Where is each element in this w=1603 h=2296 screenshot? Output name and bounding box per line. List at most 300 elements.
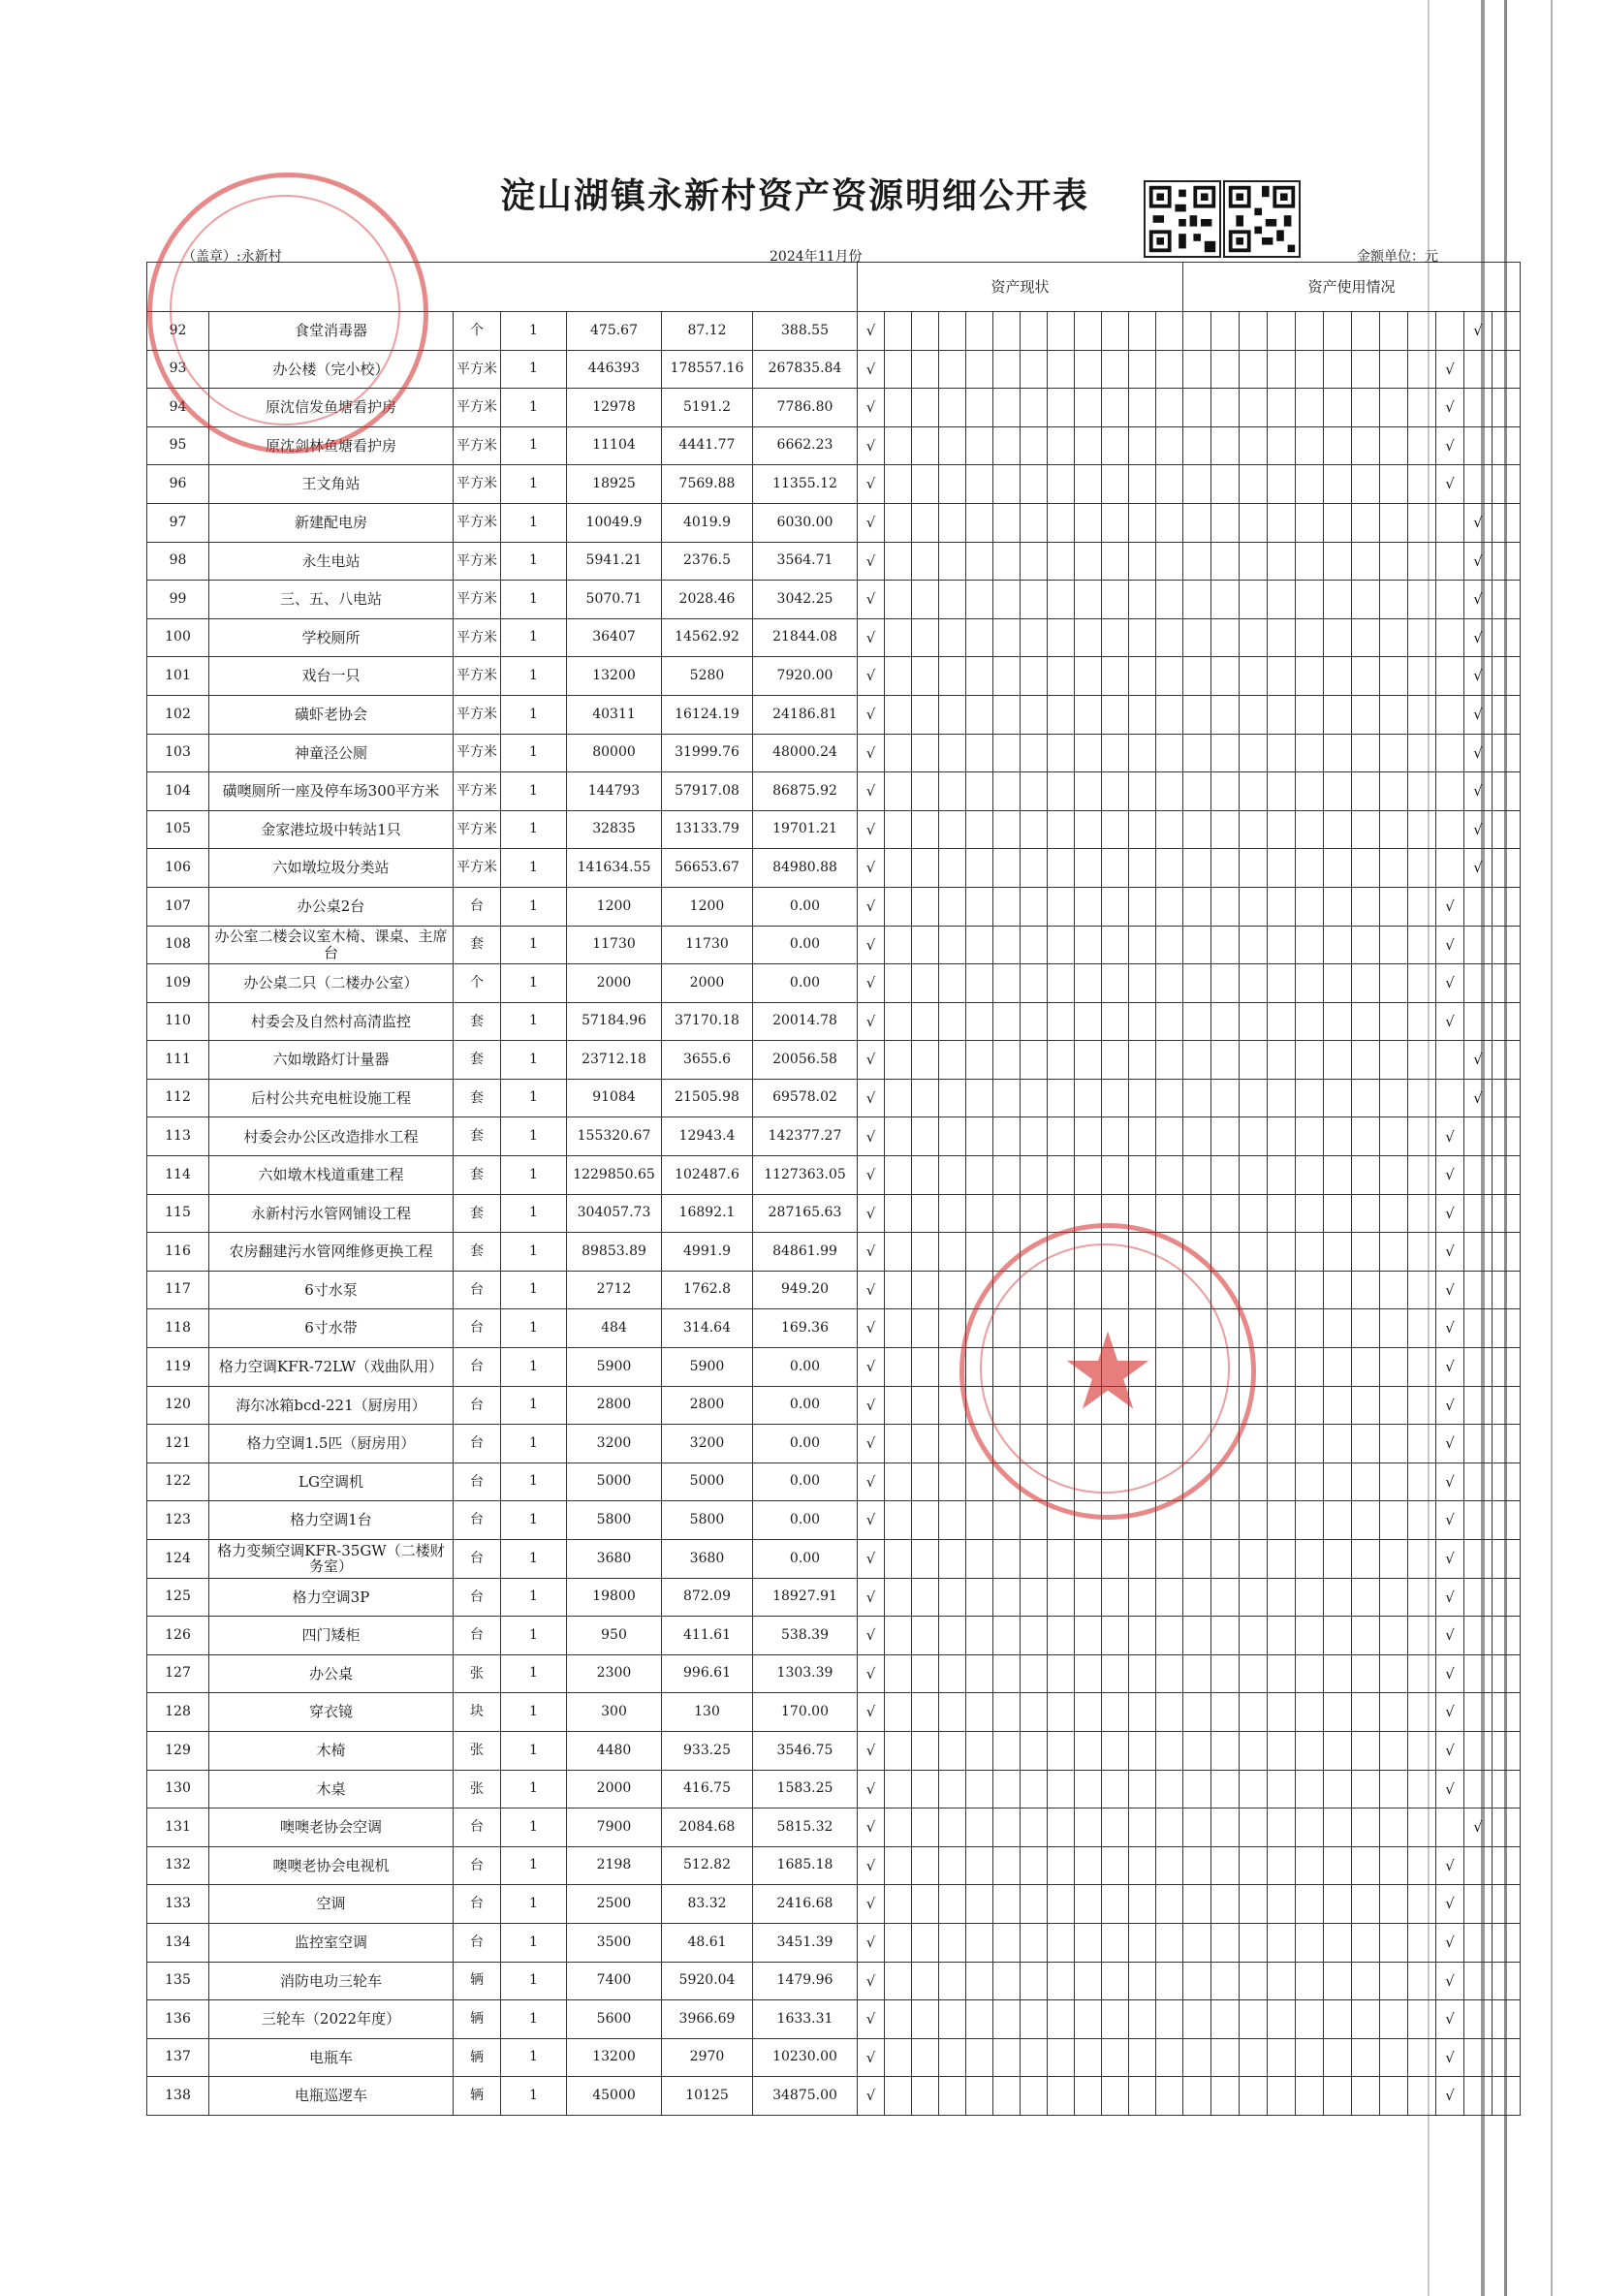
empty-cell	[1183, 1463, 1211, 1501]
empty-cell	[1102, 1731, 1129, 1770]
empty-cell	[939, 1808, 966, 1847]
empty-cell	[1268, 657, 1296, 696]
row-number-cell: 132	[147, 1846, 209, 1885]
empty-cell	[1324, 1885, 1352, 1924]
empty-cell	[993, 1731, 1021, 1770]
usage-check-cell: √	[1436, 1693, 1464, 1732]
empty-cell	[1296, 2000, 1324, 2039]
unit-cell: 台	[454, 887, 501, 926]
empty-cell	[966, 1962, 993, 2000]
empty-cell	[1408, 1617, 1436, 1655]
asset-name-cell: 王文角站	[209, 465, 454, 504]
status-check-cell: √	[858, 1002, 885, 1041]
empty-cell	[885, 465, 912, 504]
empty-cell	[1156, 1923, 1183, 1962]
empty-cell	[1380, 1617, 1408, 1655]
empty-cell	[1324, 2000, 1352, 2039]
empty-cell	[993, 1156, 1021, 1195]
empty-cell	[1296, 1233, 1324, 1272]
usage-check-cell: √	[1436, 1578, 1464, 1617]
empty-cell	[1211, 1654, 1240, 1693]
usage-check-cell: √	[1436, 1194, 1464, 1233]
empty-cell	[885, 2038, 912, 2077]
asset-name-cell: 永生电站	[209, 542, 454, 581]
empty-cell	[1493, 772, 1521, 811]
empty-cell	[1380, 426, 1408, 465]
empty-cell	[1352, 964, 1380, 1003]
empty-cell	[1408, 1079, 1436, 1117]
net-value-cell: 949.20	[753, 1271, 858, 1309]
original-value-cell: 3200	[567, 1425, 662, 1463]
quantity-cell: 1	[501, 695, 567, 734]
empty-cell	[1464, 1731, 1493, 1770]
empty-cell	[1240, 772, 1268, 811]
table-row	[147, 581, 1521, 619]
status-check-cell: √	[858, 1501, 885, 1540]
empty-cell	[1296, 810, 1324, 849]
empty-cell	[1324, 503, 1352, 542]
empty-cell	[1408, 1654, 1436, 1693]
empty-cell	[1075, 1194, 1102, 1233]
empty-cell	[885, 695, 912, 734]
asset-table	[146, 262, 1521, 2116]
empty-cell	[1183, 542, 1211, 581]
row-number-cell: 94	[147, 389, 209, 427]
empty-cell	[1493, 1194, 1521, 1233]
quantity-cell: 1	[501, 1654, 567, 1693]
depreciation-cell: 2084.68	[662, 1808, 753, 1847]
empty-cell	[1048, 1041, 1075, 1080]
net-value-cell: 20014.78	[753, 1002, 858, 1041]
empty-cell	[1048, 810, 1075, 849]
empty-cell	[1048, 1770, 1075, 1808]
empty-cell	[1075, 1079, 1102, 1117]
empty-cell	[1296, 465, 1324, 504]
empty-cell	[1240, 1425, 1268, 1463]
empty-cell	[1048, 1540, 1075, 1579]
empty-cell	[1436, 772, 1464, 811]
original-value-cell: 3680	[567, 1540, 662, 1579]
empty-cell	[1211, 887, 1240, 926]
empty-cell	[912, 1731, 939, 1770]
empty-cell	[1464, 1348, 1493, 1387]
empty-cell	[993, 2077, 1021, 2116]
table-row	[147, 1079, 1521, 1117]
net-value-cell: 34875.00	[753, 2077, 858, 2116]
empty-cell	[1268, 1501, 1296, 1540]
empty-cell	[1129, 1156, 1156, 1195]
empty-cell	[1268, 2000, 1296, 2039]
empty-cell	[1129, 389, 1156, 427]
empty-cell	[1408, 1463, 1436, 1501]
status-check-cell: √	[858, 772, 885, 811]
empty-cell	[966, 1309, 993, 1348]
original-value-cell: 18925	[567, 465, 662, 504]
empty-cell	[885, 350, 912, 389]
empty-cell	[1380, 1079, 1408, 1117]
empty-cell	[1129, 887, 1156, 926]
empty-cell	[912, 542, 939, 581]
empty-cell	[1408, 1156, 1436, 1195]
empty-cell	[1324, 312, 1352, 351]
depreciation-cell: 57917.08	[662, 772, 753, 811]
empty-cell	[966, 1770, 993, 1808]
asset-name-cell: 三轮车（2022年度）	[209, 2000, 454, 2039]
empty-cell	[1075, 1041, 1102, 1080]
original-value-cell: 2198	[567, 1846, 662, 1885]
empty-cell	[966, 1578, 993, 1617]
empty-cell	[885, 1923, 912, 1962]
empty-cell	[1493, 657, 1521, 696]
original-value-cell: 12978	[567, 389, 662, 427]
empty-cell	[1268, 734, 1296, 772]
empty-cell	[1129, 1309, 1156, 1348]
empty-cell	[912, 1501, 939, 1540]
row-number-cell: 125	[147, 1578, 209, 1617]
empty-cell	[1048, 1617, 1075, 1655]
net-value-cell: 18927.91	[753, 1578, 858, 1617]
empty-cell	[1380, 964, 1408, 1003]
original-value-cell: 4480	[567, 1731, 662, 1770]
empty-cell	[1408, 2000, 1436, 2039]
empty-cell	[1408, 1501, 1436, 1540]
empty-cell	[912, 312, 939, 351]
empty-cell	[1021, 1654, 1048, 1693]
empty-cell	[1156, 1617, 1183, 1655]
empty-cell	[912, 1002, 939, 1041]
empty-cell	[1129, 1654, 1156, 1693]
empty-cell	[1493, 1309, 1521, 1348]
empty-cell	[1021, 734, 1048, 772]
empty-cell	[1296, 581, 1324, 619]
empty-cell	[1156, 1041, 1183, 1080]
empty-cell	[1408, 1923, 1436, 1962]
empty-cell	[1324, 1808, 1352, 1847]
empty-cell	[885, 1731, 912, 1770]
empty-cell	[1183, 1654, 1211, 1693]
table-row	[147, 772, 1521, 811]
empty-cell	[1021, 1463, 1048, 1501]
table-row	[147, 542, 1521, 581]
empty-cell	[1021, 389, 1048, 427]
row-number-cell: 137	[147, 2038, 209, 2077]
quantity-cell: 1	[501, 503, 567, 542]
empty-cell	[1021, 581, 1048, 619]
empty-cell	[1075, 695, 1102, 734]
empty-cell	[1129, 426, 1156, 465]
empty-cell	[1408, 657, 1436, 696]
empty-cell	[1296, 426, 1324, 465]
empty-cell	[1183, 1731, 1211, 1770]
empty-cell	[1021, 312, 1048, 351]
unit-cell: 个	[454, 964, 501, 1003]
row-number-cell: 122	[147, 1463, 209, 1501]
empty-cell	[993, 542, 1021, 581]
empty-cell	[1352, 657, 1380, 696]
empty-cell	[1380, 465, 1408, 504]
empty-cell	[1296, 887, 1324, 926]
empty-cell	[885, 1156, 912, 1195]
asset-name-cell: 磺虾老协会	[209, 695, 454, 734]
empty-cell	[1324, 1002, 1352, 1041]
empty-cell	[1268, 1846, 1296, 1885]
usage-check-cell: √	[1464, 810, 1493, 849]
empty-cell	[1296, 1386, 1324, 1425]
empty-cell	[939, 1962, 966, 2000]
quantity-cell: 1	[501, 1041, 567, 1080]
empty-cell	[885, 772, 912, 811]
empty-cell	[939, 1348, 966, 1387]
empty-cell	[993, 465, 1021, 504]
unit-cell: 平方米	[454, 772, 501, 811]
empty-cell	[993, 1233, 1021, 1272]
empty-cell	[1493, 1079, 1521, 1117]
empty-cell	[1352, 1578, 1380, 1617]
empty-cell	[1211, 1962, 1240, 2000]
empty-cell	[966, 926, 993, 964]
empty-cell	[1102, 695, 1129, 734]
empty-cell	[1240, 657, 1268, 696]
empty-cell	[1129, 849, 1156, 888]
empty-cell	[1211, 1731, 1240, 1770]
empty-cell	[912, 1348, 939, 1387]
empty-cell	[885, 1578, 912, 1617]
empty-cell	[885, 1194, 912, 1233]
empty-cell	[1211, 1885, 1240, 1924]
empty-cell	[1048, 1885, 1075, 1924]
empty-cell	[1296, 1540, 1324, 1579]
unit-cell: 张	[454, 1770, 501, 1808]
empty-cell	[966, 772, 993, 811]
asset-name-cell: 格力空调KFR-72LW（戏曲队用）	[209, 1348, 454, 1387]
asset-name-cell: 6寸水带	[209, 1309, 454, 1348]
empty-cell	[912, 2038, 939, 2077]
empty-cell	[1129, 1425, 1156, 1463]
unit-cell: 套	[454, 1079, 501, 1117]
status-check-cell: √	[858, 1463, 885, 1501]
empty-cell	[1211, 772, 1240, 811]
empty-cell	[1048, 542, 1075, 581]
empty-cell	[1021, 695, 1048, 734]
empty-cell	[1380, 1654, 1408, 1693]
empty-cell	[1102, 657, 1129, 696]
empty-cell	[1211, 2038, 1240, 2077]
empty-cell	[912, 1386, 939, 1425]
quantity-cell: 1	[501, 1463, 567, 1501]
net-value-cell: 2416.68	[753, 1885, 858, 1924]
empty-cell	[912, 964, 939, 1003]
empty-cell	[1268, 1923, 1296, 1962]
empty-cell	[939, 1578, 966, 1617]
empty-cell	[1211, 1693, 1240, 1732]
empty-cell	[1464, 1885, 1493, 1924]
empty-cell	[1380, 503, 1408, 542]
empty-cell	[1183, 1194, 1211, 1233]
original-value-cell: 23712.18	[567, 1041, 662, 1080]
empty-cell	[1211, 1617, 1240, 1655]
empty-cell	[912, 1923, 939, 1962]
empty-cell	[1075, 1117, 1102, 1156]
empty-cell	[1268, 1962, 1296, 2000]
empty-cell	[1075, 618, 1102, 657]
empty-cell	[885, 1654, 912, 1693]
empty-cell	[1240, 1808, 1268, 1847]
empty-cell	[1380, 1233, 1408, 1272]
empty-cell	[1268, 1463, 1296, 1501]
empty-cell	[1102, 1309, 1129, 1348]
quantity-cell: 1	[501, 1846, 567, 1885]
empty-cell	[1380, 1271, 1408, 1309]
empty-cell	[1380, 1501, 1408, 1540]
empty-cell	[1380, 1386, 1408, 1425]
empty-cell	[1464, 1770, 1493, 1808]
empty-cell	[1408, 887, 1436, 926]
empty-cell	[966, 389, 993, 427]
empty-cell	[885, 1885, 912, 1924]
net-value-cell: 3042.25	[753, 581, 858, 619]
empty-cell	[1048, 1693, 1075, 1732]
empty-cell	[1408, 1117, 1436, 1156]
depreciation-cell: 5191.2	[662, 389, 753, 427]
row-number-cell: 106	[147, 849, 209, 888]
empty-cell	[885, 1463, 912, 1501]
net-value-cell: 0.00	[753, 926, 858, 964]
empty-cell	[1436, 1079, 1464, 1117]
empty-cell	[1156, 1654, 1183, 1693]
empty-cell	[1075, 1002, 1102, 1041]
empty-cell	[1380, 695, 1408, 734]
empty-cell	[912, 1463, 939, 1501]
empty-cell	[1493, 426, 1521, 465]
quantity-cell: 1	[501, 350, 567, 389]
empty-cell	[1352, 926, 1380, 964]
empty-cell	[1352, 618, 1380, 657]
empty-cell	[885, 1693, 912, 1732]
empty-cell	[1352, 1654, 1380, 1693]
unit-cell: 辆	[454, 2000, 501, 2039]
unit-cell: 平方米	[454, 389, 501, 427]
table-row	[147, 1501, 1521, 1540]
asset-name-cell: 海尔冰箱bcd-221（厨房用）	[209, 1386, 454, 1425]
empty-cell	[1129, 1117, 1156, 1156]
empty-cell	[912, 1271, 939, 1309]
empty-cell	[1408, 1808, 1436, 1847]
empty-cell	[1129, 618, 1156, 657]
empty-cell	[1380, 1002, 1408, 1041]
usage-check-cell: √	[1436, 465, 1464, 504]
row-number-cell: 127	[147, 1654, 209, 1693]
net-value-cell: 3564.71	[753, 542, 858, 581]
status-check-cell: √	[858, 849, 885, 888]
empty-cell	[1075, 2000, 1102, 2039]
empty-cell	[1352, 503, 1380, 542]
status-check-cell: √	[858, 1808, 885, 1847]
net-value-cell: 287165.63	[753, 1194, 858, 1233]
empty-cell	[1183, 1233, 1211, 1272]
empty-cell	[1211, 1156, 1240, 1195]
empty-cell	[912, 810, 939, 849]
quantity-cell: 1	[501, 1117, 567, 1156]
quantity-cell: 1	[501, 1156, 567, 1195]
unit-cell: 平方米	[454, 849, 501, 888]
empty-cell	[1183, 1540, 1211, 1579]
empty-cell	[1268, 772, 1296, 811]
empty-cell	[1156, 772, 1183, 811]
empty-cell	[1324, 1962, 1352, 2000]
empty-cell	[1324, 1846, 1352, 1885]
empty-cell	[1240, 1846, 1268, 1885]
unit-cell: 台	[454, 1309, 501, 1348]
empty-cell	[966, 312, 993, 351]
empty-cell	[1075, 2038, 1102, 2077]
empty-cell	[1296, 1309, 1324, 1348]
header-asset-status: 资产现状	[858, 263, 1183, 312]
status-check-cell: √	[858, 1617, 885, 1655]
table-row	[147, 426, 1521, 465]
empty-cell	[1102, 1079, 1129, 1117]
empty-cell	[1324, 1540, 1352, 1579]
empty-cell	[1268, 350, 1296, 389]
empty-cell	[1268, 503, 1296, 542]
empty-cell	[1021, 2077, 1048, 2116]
status-check-cell: √	[858, 1425, 885, 1463]
empty-cell	[966, 1041, 993, 1080]
empty-cell	[1075, 1654, 1102, 1693]
empty-cell	[939, 695, 966, 734]
empty-cell	[939, 1923, 966, 1962]
empty-cell	[1352, 1002, 1380, 1041]
empty-cell	[1102, 1923, 1129, 1962]
empty-cell	[1464, 1693, 1493, 1732]
status-check-cell: √	[858, 542, 885, 581]
empty-cell	[1493, 1617, 1521, 1655]
empty-cell	[912, 1425, 939, 1463]
empty-cell	[1240, 810, 1268, 849]
quantity-cell: 1	[501, 1386, 567, 1425]
unit-cell: 平方米	[454, 350, 501, 389]
empty-cell	[1102, 1885, 1129, 1924]
empty-cell	[1048, 1309, 1075, 1348]
empty-cell	[1352, 1425, 1380, 1463]
empty-cell	[993, 810, 1021, 849]
empty-cell	[1048, 1079, 1075, 1117]
empty-cell	[1352, 1846, 1380, 1885]
net-value-cell: 69578.02	[753, 1079, 858, 1117]
empty-cell	[1324, 1271, 1352, 1309]
empty-cell	[939, 926, 966, 964]
empty-cell	[1102, 2077, 1129, 2116]
net-value-cell: 21844.08	[753, 618, 858, 657]
empty-cell	[885, 503, 912, 542]
original-value-cell: 2300	[567, 1654, 662, 1693]
empty-cell	[1048, 2077, 1075, 2116]
empty-cell	[966, 810, 993, 849]
empty-cell	[1129, 1962, 1156, 2000]
empty-cell	[1183, 1002, 1211, 1041]
empty-cell	[993, 1846, 1021, 1885]
empty-cell	[1408, 1962, 1436, 2000]
empty-cell	[1268, 2038, 1296, 2077]
empty-cell	[1102, 1501, 1129, 1540]
empty-cell	[939, 1885, 966, 1924]
empty-cell	[1102, 810, 1129, 849]
status-check-cell: √	[858, 1233, 885, 1272]
empty-cell	[1102, 1962, 1129, 2000]
empty-cell	[1352, 849, 1380, 888]
empty-cell	[993, 350, 1021, 389]
empty-cell	[1380, 1041, 1408, 1080]
table-row	[147, 1654, 1521, 1693]
